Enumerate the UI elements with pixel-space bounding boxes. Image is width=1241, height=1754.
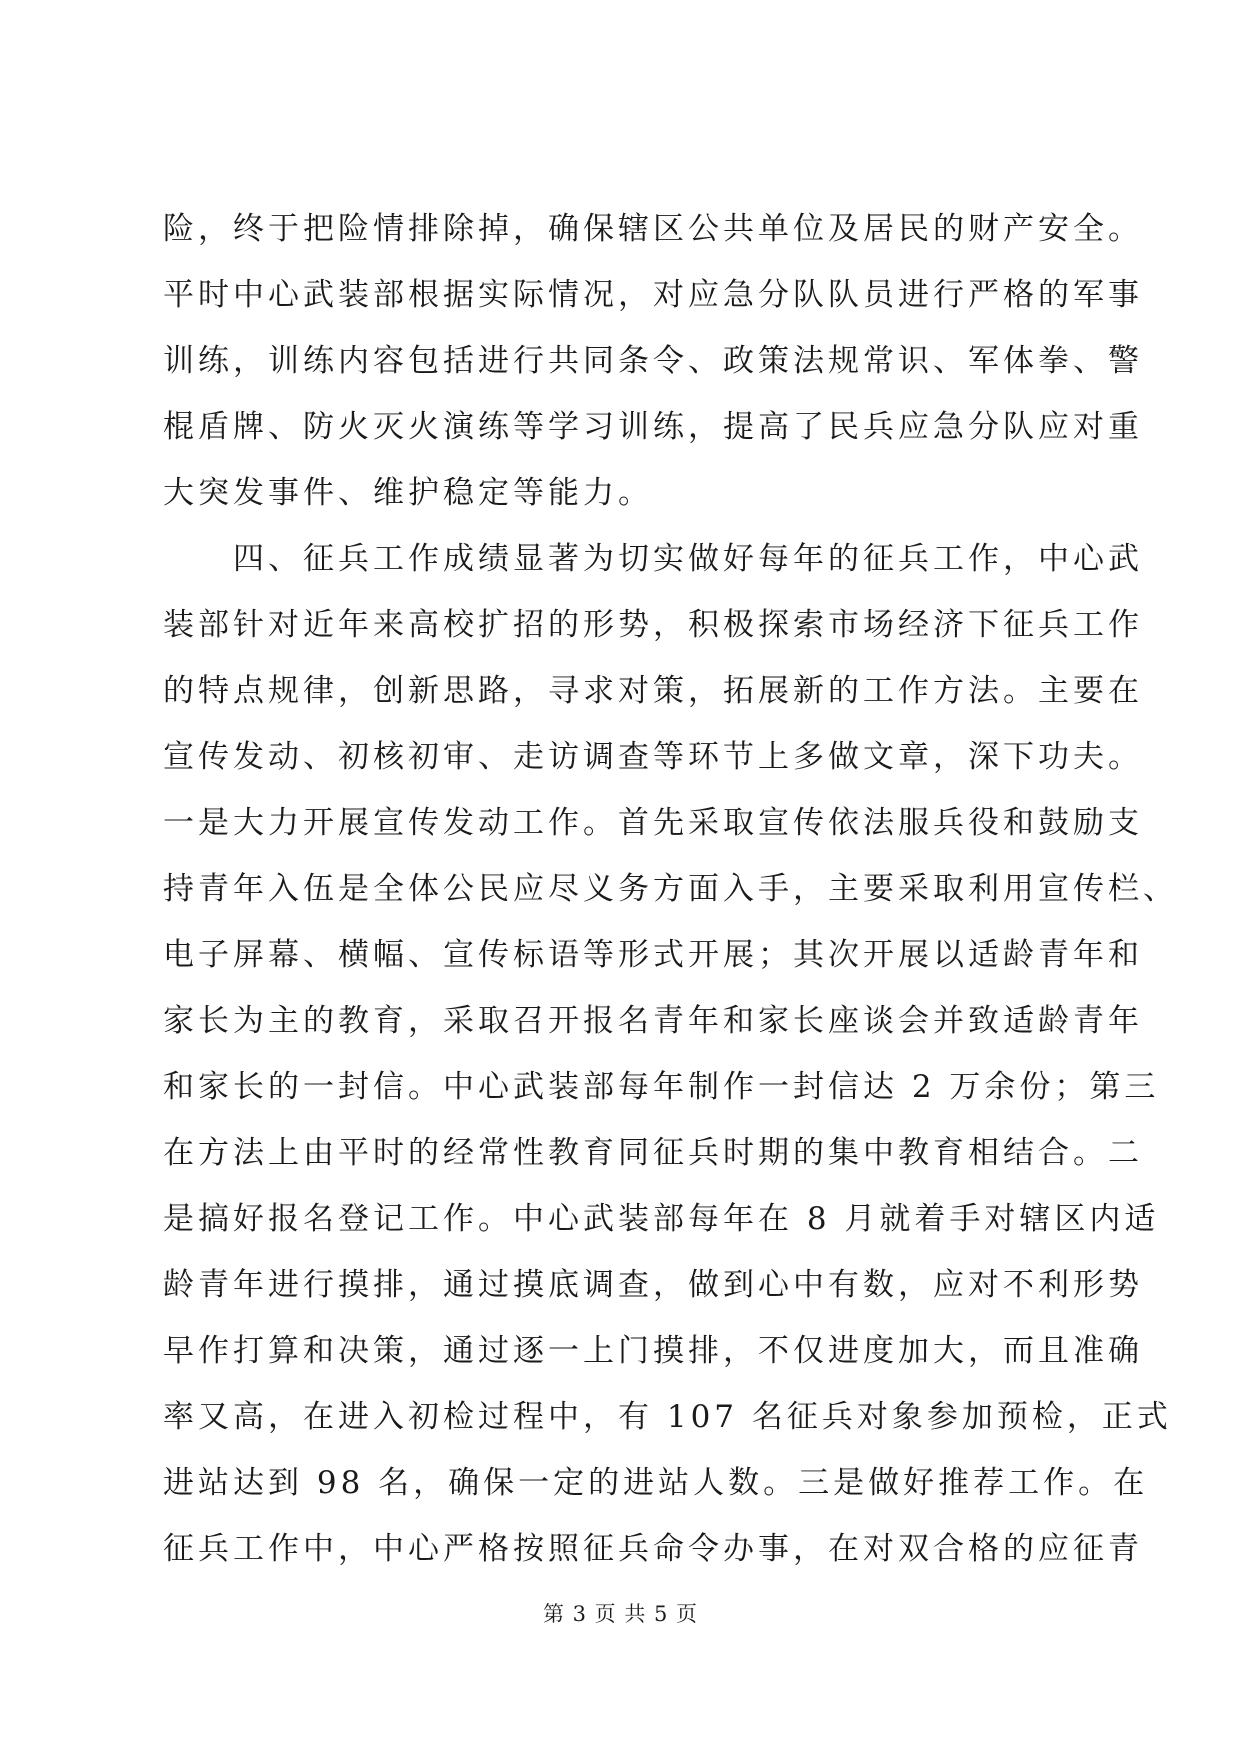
text-line: 一是大力开展宣传发动工作。首先采取宣传依法服兵役和鼓励支 [163,805,1143,841]
text-line: 棍盾牌、防火灭火演练等学习训练，提高了民兵应急分队应对重 [163,409,1143,445]
text-line: 是搞好报名登记工作。中心武装部每年在 8 月就着手对辖区内适 [163,1201,1160,1237]
text-line: 训练，训练内容包括进行共同条令、政策法规常识、军体拳、警 [163,343,1143,379]
text-line: 平时中心武装部根据实际情况，对应急分队队员进行严格的军事 [163,277,1143,313]
paragraph-start-line: 四、征兵工作成绩显著为切实做好每年的征兵工作，中心武 [163,541,1143,577]
text-line: 的特点规律，创新思路，寻求对策，拓展新的工作方法。主要在 [163,673,1143,709]
text-line: 龄青年进行摸排，通过摸底调查，做到心中有数，应对不利形势 [163,1267,1143,1303]
text-line: 和家长的一封信。中心武装部每年制作一封信达 2 万余份；第三 [163,1069,1160,1105]
text-line: 持青年入伍是全体公民应尽义务方面入手，主要采取利用宣传栏、 [163,871,1178,907]
text-line: 家长为主的教育，采取召开报名青年和家长座谈会并致适龄青年 [163,1003,1143,1039]
text-line: 率又高，在进入初检过程中，有 107 名征兵对象参加预检，正式 [163,1399,1172,1435]
text-line: 征兵工作中，中心严格按照征兵命令办事，在对双合格的应征青 [163,1531,1143,1567]
text-line: 装部针对近年来高校扩招的形势，积极探索市场经济下征兵工作 [163,607,1143,643]
text-line: 电子屏幕、横幅、宣传标语等形式开展；其次开展以适龄青年和 [163,937,1143,973]
text-line: 大突发事件、维护稳定等能力。 [163,475,653,511]
text-line: 在方法上由平时的经常性教育同征兵时期的集中教育相结合。二 [163,1135,1143,1171]
text-line: 早作打算和决策，通过逐一上门摸排，不仅进度加大，而且准确 [163,1333,1143,1369]
text-line: 宣传发动、初核初审、走访调查等环节上多做文章，深下功夫。 [163,739,1143,775]
page-number-footer: 第 3 页 共 5 页 [542,1602,699,1626]
text-line: 险，终于把险情排除掉，确保辖区公共单位及居民的财产安全。 [163,211,1143,247]
text-line: 进站达到 98 名，确保一定的进站人数。三是做好推荐工作。在 [163,1465,1149,1501]
body-text [163,196,1178,1582]
